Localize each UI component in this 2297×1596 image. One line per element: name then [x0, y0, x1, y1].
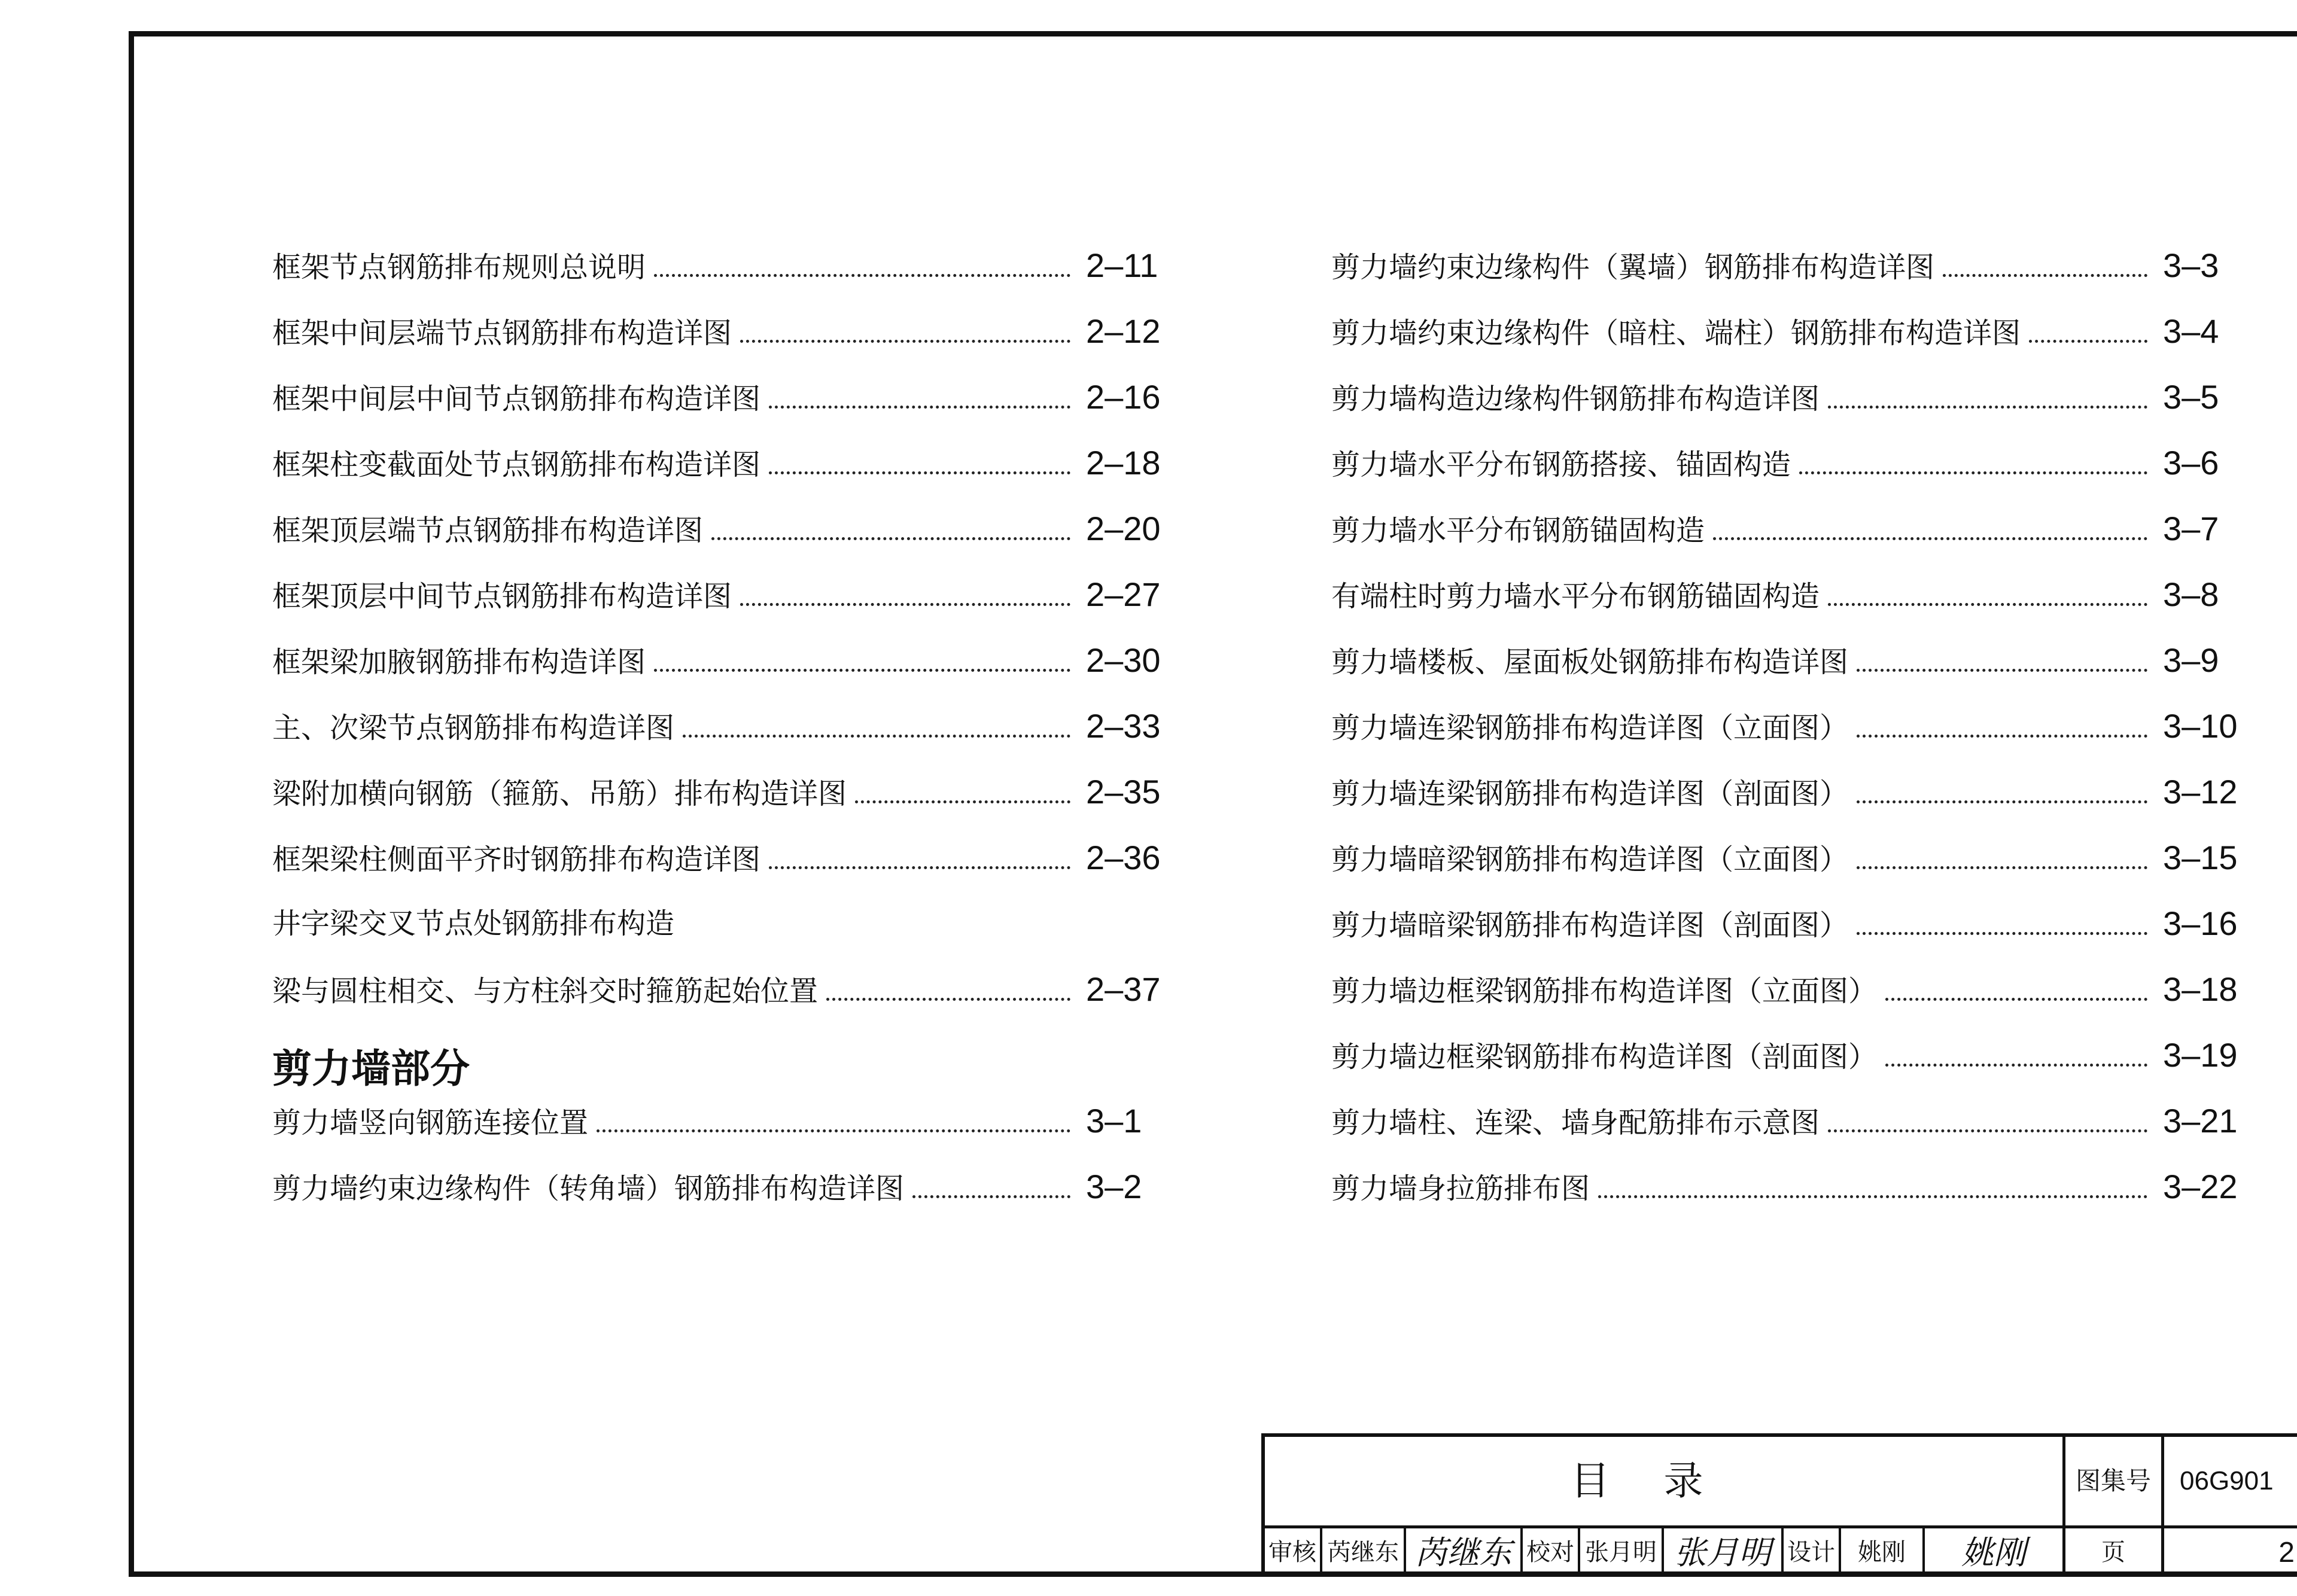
toc-entry[interactable] — [272, 707, 1176, 773]
designer-signature: 姚刚 — [1961, 1534, 2026, 1571]
dot-leader — [740, 603, 1070, 606]
toc-entry-title: 剪力墙约束边缘构件（暗柱、端柱）钢筋排布构造详图 — [1331, 316, 2021, 350]
toc-entry-title: 框架中间层端节点钢筋排布构造详图 — [272, 316, 732, 350]
toc-entry[interactable] — [1331, 641, 2253, 707]
check-label: 校对 — [1523, 1528, 1580, 1577]
toc-entry-title: 剪力墙水平分布钢筋搭接、锚固构造 — [1331, 448, 1791, 482]
toc-entry[interactable] — [272, 246, 1176, 312]
review-label: 审核 — [1265, 1528, 1322, 1577]
toc-entry[interactable] — [1331, 378, 2253, 444]
toc-entry-page: 3–10 — [2163, 707, 2238, 745]
dot-leader — [855, 800, 1070, 803]
toc-left-column — [272, 246, 1176, 1233]
toc-entry[interactable] — [1331, 246, 2253, 312]
dot-leader — [1943, 274, 2147, 277]
dot-leader — [1598, 1195, 2147, 1198]
toc-entry-page: 3–9 — [2163, 641, 2219, 679]
toc-entry-page: 2–18 — [1086, 444, 1161, 482]
toc-entry-title: 框架中间层中间节点钢筋排布构造详图 — [272, 382, 761, 416]
toc-entry-page: 2–33 — [1086, 707, 1161, 745]
toc-entry-page: 2–16 — [1086, 378, 1161, 416]
toc-entry-page: 3–1 — [1086, 1102, 1142, 1140]
toc-entry-title: 剪力墙边框梁钢筋排布构造详图（剖面图） — [1331, 1040, 1878, 1074]
toc-entry-page: 3–16 — [2163, 904, 2238, 942]
dot-leader — [1713, 537, 2147, 540]
toc-entry-page: 2–20 — [1086, 510, 1161, 547]
toc-entry-page: 3–6 — [2163, 444, 2219, 482]
dot-leader — [769, 471, 1070, 474]
toc-entry[interactable] — [272, 773, 1176, 839]
dot-leader — [1799, 471, 2147, 474]
toc-entry-page: 2–12 — [1086, 312, 1161, 350]
toc-entry-page: 3–19 — [2163, 1036, 2238, 1074]
dot-leader — [1857, 866, 2147, 869]
atlas-number: 06G901 — [2164, 1437, 2297, 1528]
designer-name: 姚刚 — [1841, 1528, 1925, 1577]
toc-entry-title: 剪力墙暗梁钢筋排布构造详图（剖面图） — [1331, 909, 1849, 942]
toc-entry-title: 剪力墙连梁钢筋排布构造详图（剖面图） — [1331, 777, 1849, 811]
toc-entry-page: 3–18 — [2163, 970, 2238, 1008]
toc-entry-title: 梁附加横向钢筋（箍筋、吊筋）排布构造详图 — [272, 777, 847, 811]
toc-entry-title: 框架节点钢筋排布规则总说明 — [272, 251, 646, 284]
checker-signature: 张月明 — [1664, 1528, 1784, 1577]
toc-entry[interactable] — [1331, 839, 2253, 904]
toc-entry[interactable] — [272, 444, 1176, 510]
toc-entry[interactable] — [272, 904, 1176, 970]
toc-entry[interactable] — [272, 378, 1176, 444]
toc-entry-title: 框架顶层端节点钢筋排布构造详图 — [272, 514, 704, 547]
toc-entry-title: 剪力墙柱、连梁、墙身配筋排布示意图 — [1331, 1106, 1820, 1140]
toc-entry-page: 3–7 — [2163, 510, 2219, 547]
toc-entry[interactable] — [272, 1168, 1176, 1233]
toc-entry[interactable] — [1331, 510, 2253, 575]
toc-entry[interactable] — [272, 839, 1176, 904]
toc-entry-page: 2–35 — [1086, 773, 1161, 811]
signature-row — [1265, 1528, 2065, 1577]
dot-leader — [1885, 998, 2147, 1001]
toc-entry[interactable] — [1331, 773, 2253, 839]
design-label: 设计 — [1784, 1528, 1841, 1577]
toc-entry-title: 有端柱时剪力墙水平分布钢筋锚固构造 — [1331, 580, 1820, 613]
dot-leader — [1857, 669, 2147, 672]
toc-entry-title: 井字梁交叉节点处钢筋排布构造 — [272, 907, 675, 940]
toc-entry[interactable] — [1331, 1036, 2253, 1102]
toc-entry[interactable] — [1331, 904, 2253, 970]
toc-entry-page: 3–4 — [2163, 312, 2219, 350]
toc-entry-title: 框架梁柱侧面平齐时钢筋排布构造详图 — [272, 843, 761, 876]
dot-leader — [769, 406, 1070, 409]
toc-entry-page: 2–11 — [1086, 246, 1158, 284]
toc-entry-page: 3–5 — [2163, 378, 2219, 416]
dot-leader — [912, 1195, 1070, 1198]
toc-entry[interactable] — [1331, 970, 2253, 1036]
toc-entry[interactable] — [272, 312, 1176, 378]
toc-entry-title: 梁与圆柱相交、与方柱斜交时箍筋起始位置 — [272, 974, 819, 1008]
toc-entry-page: 2–37 — [1086, 970, 1161, 1008]
dot-leader — [2029, 340, 2147, 343]
toc-entry[interactable] — [272, 510, 1176, 575]
toc-entry-title: 剪力墙边框梁钢筋排布构造详图（立面图） — [1331, 974, 1878, 1008]
toc-entry-title: 剪力墙暗梁钢筋排布构造详图（立面图） — [1331, 843, 1849, 876]
toc-entry[interactable] — [272, 575, 1176, 641]
dot-leader — [1885, 1064, 2147, 1067]
toc-entry-page: 3–15 — [2163, 839, 2238, 876]
section-heading: 剪力墙部分 — [272, 1046, 470, 1092]
toc-entry-page: 3–22 — [2163, 1168, 2238, 1205]
toc-entry-page: 2–30 — [1086, 641, 1161, 679]
dot-leader — [597, 1129, 1070, 1132]
toc-entry[interactable] — [1331, 707, 2253, 773]
toc-entry-page: 3–21 — [2163, 1102, 2238, 1140]
toc-entry[interactable] — [272, 1102, 1176, 1168]
toc-entry-page: 3–8 — [2163, 575, 2219, 613]
dot-leader — [1857, 932, 2147, 935]
toc-entry-page: 2–36 — [1086, 839, 1161, 876]
page-label: 页 — [2065, 1528, 2164, 1577]
toc-entry[interactable] — [272, 641, 1176, 707]
dot-leader — [1828, 406, 2147, 409]
dot-leader — [769, 866, 1070, 869]
atlas-label: 图集号 — [2065, 1437, 2164, 1528]
toc-entry[interactable] — [1331, 1168, 2253, 1233]
toc-entry-title: 主、次梁节点钢筋排布构造详图 — [272, 711, 675, 745]
toc-entry-page: 2–27 — [1086, 575, 1161, 613]
reviewer-signature: 芮继东 — [1406, 1528, 1523, 1577]
toc-entry-title: 框架顶层中间节点钢筋排布构造详图 — [272, 580, 732, 613]
toc-entry[interactable] — [1331, 1102, 2253, 1168]
dot-leader — [654, 274, 1070, 277]
reviewer-name: 芮继东 — [1322, 1528, 1406, 1577]
page-number: 2 — [2278, 1537, 2295, 1568]
toc-entry-title: 剪力墙竖向钢筋连接位置 — [272, 1106, 589, 1140]
toc-entry-page: 3–12 — [2163, 773, 2238, 811]
toc-entry-title: 框架柱变截面处节点钢筋排布构造详图 — [272, 448, 761, 482]
dot-leader — [826, 998, 1070, 1001]
toc-entry-title: 剪力墙约束边缘构件（转角墙）钢筋排布构造详图 — [272, 1172, 905, 1205]
toc-entry-title: 剪力墙构造边缘构件钢筋排布构造详图 — [1331, 382, 1820, 416]
dot-leader — [654, 669, 1070, 672]
toc-right-column — [1331, 246, 2253, 1233]
toc-entry-title: 剪力墙楼板、屋面板处钢筋排布构造详图 — [1331, 645, 1849, 679]
toc-entry[interactable] — [1331, 312, 2253, 378]
toc-entry-title: 框架梁加腋钢筋排布构造详图 — [272, 645, 646, 679]
dot-leader — [1857, 800, 2147, 803]
dot-leader — [1857, 735, 2147, 738]
dot-leader — [1828, 1129, 2147, 1132]
toc-entry[interactable] — [1331, 444, 2253, 510]
toc-entry-page: 3–2 — [1086, 1168, 1142, 1205]
toc-entry-title: 剪力墙约束边缘构件（翼墙）钢筋排布构造详图 — [1331, 251, 1935, 284]
toc-entry-title: 剪力墙连梁钢筋排布构造详图（立面图） — [1331, 711, 1849, 745]
title-block — [1261, 1433, 2297, 1577]
dot-leader — [740, 340, 1070, 343]
toc-entry[interactable] — [1331, 575, 2253, 641]
document-title: 目录 — [1265, 1437, 2065, 1528]
dot-leader — [711, 537, 1070, 540]
dot-leader — [1828, 603, 2147, 606]
checker-name: 张月明 — [1580, 1528, 1664, 1577]
toc-entry-title: 剪力墙水平分布钢筋锚固构造 — [1331, 514, 1705, 547]
toc-entry-page: 3–3 — [2163, 246, 2219, 284]
toc-entry-title: 剪力墙身拉筋排布图 — [1331, 1172, 1590, 1205]
toc-entry[interactable] — [272, 970, 1176, 1036]
dot-leader — [683, 735, 1070, 738]
